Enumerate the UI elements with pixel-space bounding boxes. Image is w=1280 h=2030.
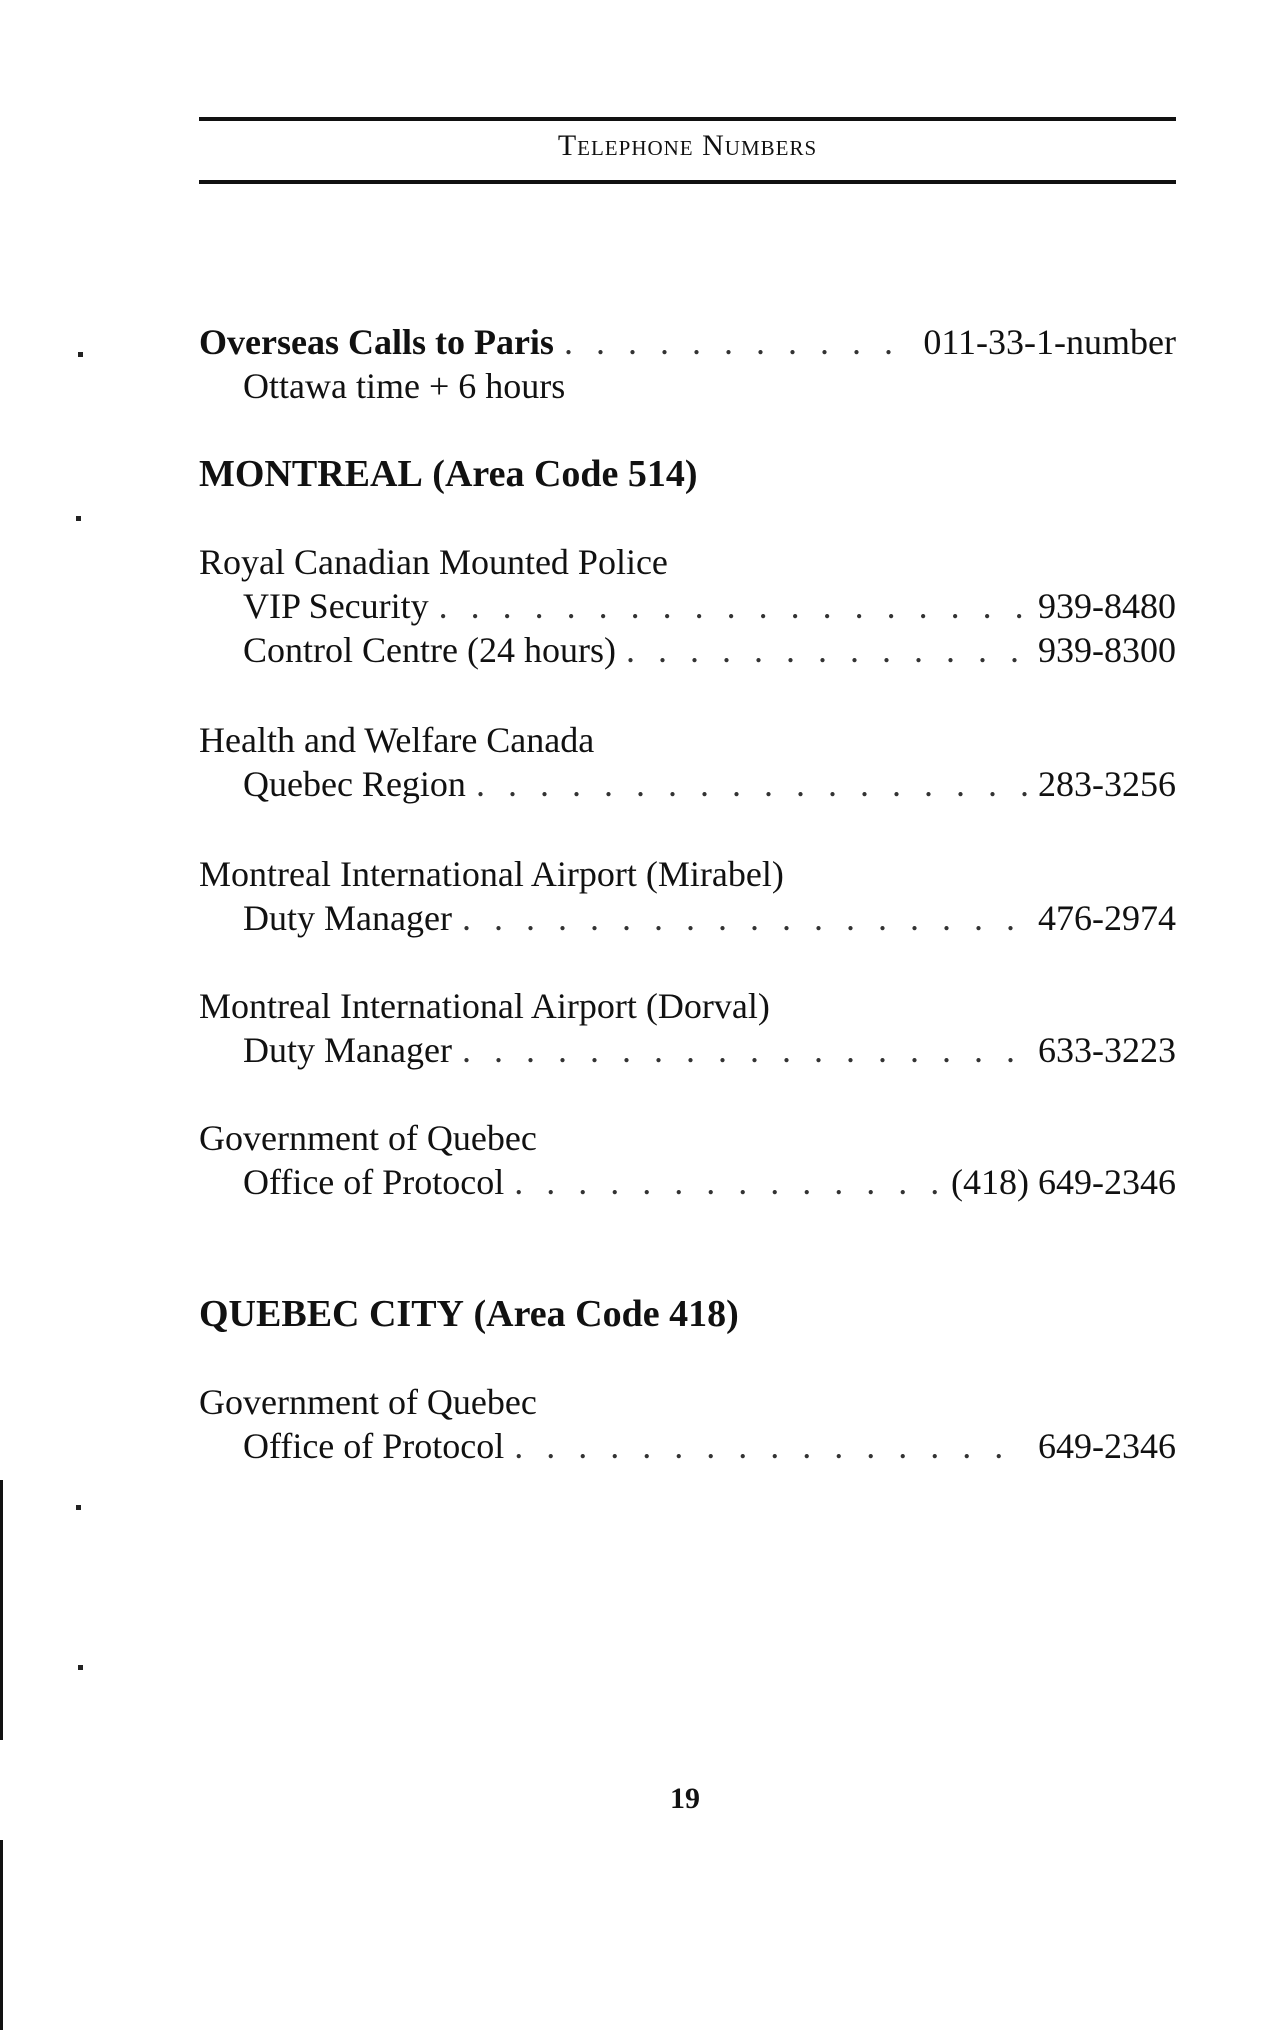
dorval-duty-entry (243, 1028, 1176, 1072)
dot-leader (439, 584, 1028, 628)
section-heading-quebec-city (199, 1290, 739, 1338)
mirabel-label: Montreal International Airport (Mirabel) (199, 854, 784, 894)
dot-leader (514, 1160, 941, 1204)
dot-leader (564, 320, 913, 364)
scan-edge-line (0, 1480, 3, 1740)
section-heading-montreal (199, 450, 698, 498)
scan-edge-line (0, 1840, 3, 2030)
duty-number: 633-3223 (1038, 1030, 1176, 1070)
overseas-number: 011-33-1-number (923, 322, 1176, 362)
rcmp-heading-line (199, 540, 1176, 584)
area-code: (Area Code 514) (432, 453, 698, 495)
dorval-heading-line (199, 984, 1176, 1028)
duty-label: Duty Manager (243, 1030, 452, 1070)
protocol-number: (418) 649-2346 (951, 1162, 1176, 1202)
quebec-gov-label: Government of Quebec (199, 1118, 537, 1158)
rcmp-label: Royal Canadian Mounted Police (199, 542, 668, 582)
overseas-entry (199, 320, 1176, 364)
dorval-label: Montreal International Airport (Dorval) (199, 986, 770, 1026)
page-header-title: Telephone Numbers (557, 129, 818, 162)
rcmp-control-entry (243, 628, 1176, 672)
quebec-gov-heading-line (199, 1116, 1176, 1160)
scan-speck (78, 352, 83, 357)
health-region-entry (243, 762, 1176, 806)
region-label: Quebec Region (243, 764, 466, 804)
page-number: 19 (670, 1782, 700, 1815)
scan-speck (78, 1665, 83, 1670)
area-code: (Area Code 418) (473, 1293, 739, 1335)
header-top-rule (199, 117, 1176, 121)
mirabel-heading-line (199, 852, 1176, 896)
qc-gov-heading-line (199, 1380, 1176, 1424)
protocol-label: Office of Protocol (243, 1426, 505, 1466)
quebec-gov-protocol-entry (243, 1160, 1176, 1204)
duty-label: Duty Manager (243, 898, 452, 938)
section-name: QUEBEC CITY (199, 1293, 464, 1335)
overseas-note-line (243, 364, 1176, 408)
overseas-note: Ottawa time + 6 hours (243, 366, 566, 406)
dot-leader (462, 1028, 1028, 1072)
protocol-number: 649-2346 (1038, 1426, 1176, 1466)
header-bottom-rule (199, 180, 1176, 184)
dot-leader (626, 628, 1028, 672)
qc-gov-protocol-entry (243, 1424, 1176, 1468)
dot-leader (462, 896, 1028, 940)
scan-speck (76, 516, 81, 521)
vip-number: 939-8480 (1038, 586, 1176, 626)
health-heading-line (199, 718, 1176, 762)
mirabel-duty-entry (243, 896, 1176, 940)
dot-leader (514, 1424, 1028, 1468)
duty-number: 476-2974 (1038, 898, 1176, 938)
control-number: 939-8300 (1038, 630, 1176, 670)
health-label: Health and Welfare Canada (199, 720, 595, 760)
vip-label: VIP Security (243, 586, 429, 626)
rcmp-vip-entry (243, 584, 1176, 628)
quebec-gov-label: Government of Quebec (199, 1382, 537, 1422)
region-number: 283-3256 (1038, 764, 1176, 804)
section-name: MONTREAL (199, 453, 423, 495)
protocol-label: Office of Protocol (243, 1162, 505, 1202)
overseas-label: Overseas Calls to Paris (199, 322, 554, 362)
dot-leader (476, 762, 1028, 806)
scan-speck (76, 1505, 81, 1510)
control-label: Control Centre (24 hours) (243, 630, 616, 670)
